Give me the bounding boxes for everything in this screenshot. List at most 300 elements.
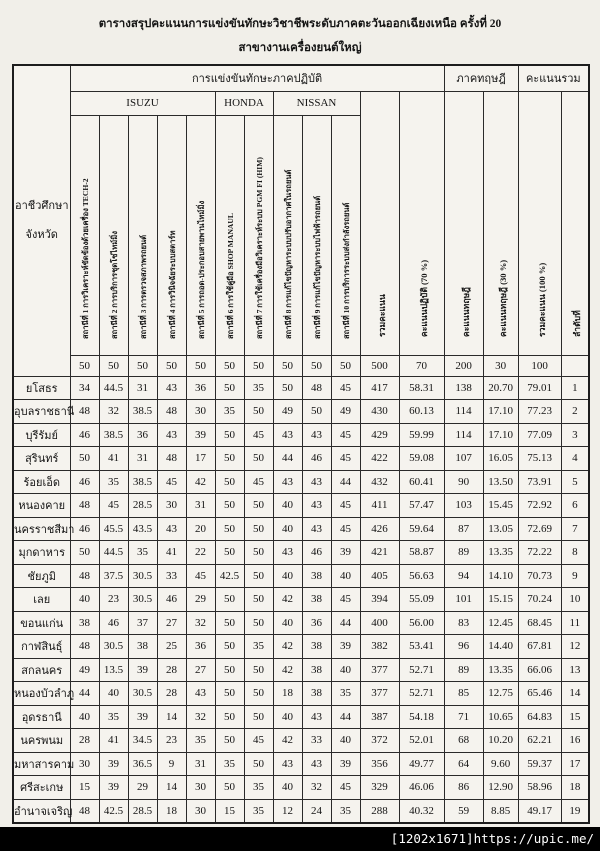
practical-group-header: การแข่งขันทักษะภาคปฏิบัติ <box>70 65 444 91</box>
max-score-cell: 50 <box>244 355 273 376</box>
station-score-cell: 22 <box>186 541 215 565</box>
station-score-cell: 42 <box>273 588 302 612</box>
practical-70pct-cell: 54.18 <box>399 705 444 729</box>
station-score-cell: 39 <box>186 423 215 447</box>
practical-total-cell: 411 <box>360 494 399 518</box>
station-score-cell: 31 <box>186 494 215 518</box>
station-score-cell: 35 <box>215 400 244 424</box>
theory-score-cell: 107 <box>444 447 483 471</box>
rank-cell: 10 <box>561 588 589 612</box>
station-score-cell: 39 <box>128 658 157 682</box>
station-score-cell: 42 <box>273 635 302 659</box>
station-score-cell: 50 <box>215 447 244 471</box>
theory-score-cell: 90 <box>444 470 483 494</box>
theory-30pct-cell: 16.05 <box>483 447 518 471</box>
station-score-cell: 46 <box>70 517 99 541</box>
station-score-cell: 49 <box>70 658 99 682</box>
station-score-cell: 43 <box>273 423 302 447</box>
station-score-cell: 30 <box>70 752 99 776</box>
practical-70pct-cell: 56.00 <box>399 611 444 635</box>
station-score-cell: 40 <box>273 564 302 588</box>
station-score-cell: 38 <box>128 635 157 659</box>
header-row-groups <box>13 65 589 91</box>
table-row <box>13 705 589 729</box>
theory-30pct-cell: 20.70 <box>483 376 518 400</box>
practical-70pct-cell: 40.32 <box>399 799 444 823</box>
theory-score-label: คะแนนทฤษฎี <box>460 286 471 337</box>
station-score-cell: 30 <box>186 776 215 800</box>
table-row <box>13 447 589 471</box>
station-score-cell: 28.5 <box>128 799 157 823</box>
station-score-cell: 23 <box>99 588 128 612</box>
station-score-cell: 45 <box>186 564 215 588</box>
station-score-cell: 15 <box>70 776 99 800</box>
rank-cell: 18 <box>561 776 589 800</box>
theory-30pct-cell: 12.45 <box>483 611 518 635</box>
station-score-cell: 50 <box>70 447 99 471</box>
watermark-bar <box>0 827 600 851</box>
table-row <box>13 494 589 518</box>
station-score-cell: 43 <box>302 705 331 729</box>
station-score-cell: 35 <box>215 752 244 776</box>
station-1-header: สถานีที่ 1 การวิเคราะห์ขัดข้องด้วยเครื่อง TECH-2 <box>70 115 99 355</box>
grand-total-cell: 79.01 <box>518 376 561 400</box>
station-score-cell: 48 <box>157 447 186 471</box>
theory-score-cell: 87 <box>444 517 483 541</box>
station-score-cell: 38.5 <box>128 400 157 424</box>
station-score-cell: 50 <box>244 564 273 588</box>
province-cell: ศรีสะเกษ <box>13 776 70 800</box>
theory-30pct-cell: 8.85 <box>483 799 518 823</box>
station-score-cell: 9 <box>157 752 186 776</box>
station-6-header: สถานีที่ 6 การใช้คู่มือ SHOP MANAUL <box>215 115 244 355</box>
practical-70pct-cell: 49.77 <box>399 752 444 776</box>
station-score-cell: 37.5 <box>99 564 128 588</box>
station-score-cell: 45 <box>99 494 128 518</box>
station-score-cell: 28 <box>70 729 99 753</box>
station-score-cell: 35 <box>244 376 273 400</box>
station-score-cell: 50 <box>215 423 244 447</box>
score-table <box>12 64 590 824</box>
station-score-cell: 29 <box>186 588 215 612</box>
station-score-cell: 42 <box>186 470 215 494</box>
station-score-cell: 44 <box>331 611 360 635</box>
theory-score-cell: 114 <box>444 423 483 447</box>
province-cell: ร้อยเอ็ด <box>13 470 70 494</box>
station-score-cell: 38 <box>302 635 331 659</box>
station-score-cell: 24 <box>302 799 331 823</box>
station-score-cell: 45.5 <box>99 517 128 541</box>
station-score-cell: 45 <box>157 470 186 494</box>
theory-score-cell: 96 <box>444 635 483 659</box>
station-score-cell: 35 <box>244 635 273 659</box>
max-score-cell: 50 <box>331 355 360 376</box>
theory-30pct-label: คะแนนทฤษฎี (30 %) <box>497 259 508 337</box>
max-score-cell: 500 <box>360 355 399 376</box>
practical-70pct-cell: 58.87 <box>399 541 444 565</box>
station-score-cell: 44 <box>70 682 99 706</box>
province-cell: หนองคาย <box>13 494 70 518</box>
station-score-cell: 50 <box>215 611 244 635</box>
province-cell: ยโสธร <box>13 376 70 400</box>
practical-total-cell: 422 <box>360 447 399 471</box>
province-column-header <box>13 65 70 376</box>
practical-70pct-cell: 52.71 <box>399 682 444 706</box>
province-cell: ชัยภูมิ <box>13 564 70 588</box>
grand-total-cell: 72.92 <box>518 494 561 518</box>
table-row <box>13 658 589 682</box>
table-row <box>13 729 589 753</box>
station-score-cell: 39 <box>331 635 360 659</box>
station-score-cell: 17 <box>186 447 215 471</box>
station-score-cell: 39 <box>331 541 360 565</box>
rank-cell: 8 <box>561 541 589 565</box>
station-score-cell: 35 <box>128 541 157 565</box>
station-score-cell: 36.5 <box>128 752 157 776</box>
station-7-header: สถานีที่ 7 การใช้เครื่องมือวิเคราะห์ระบบ PGM FI (HIM) <box>244 115 273 355</box>
station-score-cell: 35 <box>244 799 273 823</box>
station-score-cell: 48 <box>157 400 186 424</box>
station-score-cell: 32 <box>186 611 215 635</box>
max-score-cell: 50 <box>99 355 128 376</box>
grand-total-cell: 66.06 <box>518 658 561 682</box>
station-score-cell: 50 <box>215 470 244 494</box>
grand-total-cell: 62.21 <box>518 729 561 753</box>
station-8-header: สถานีที่ 8 การแก้ไขปัญหาระบบปรับอากาศในรถยนต์ <box>273 115 302 355</box>
practical-total-cell: 356 <box>360 752 399 776</box>
station-score-cell: 46 <box>302 447 331 471</box>
station-score-cell: 38 <box>302 588 331 612</box>
practical-total-cell: 382 <box>360 635 399 659</box>
station-score-cell: 13.5 <box>99 658 128 682</box>
max-score-cell: 30 <box>483 355 518 376</box>
station-score-cell: 32 <box>186 705 215 729</box>
station-score-cell: 48 <box>70 635 99 659</box>
station-score-cell: 46 <box>302 541 331 565</box>
station-score-cell: 31 <box>128 376 157 400</box>
station-score-cell: 35 <box>331 682 360 706</box>
station-score-cell: 43 <box>273 752 302 776</box>
province-cell: มุกดาหาร <box>13 541 70 565</box>
grand-total-cell: 68.45 <box>518 611 561 635</box>
station-4-header: สถานีที่ 4 การวินิจฉัยระบบสตาร์ท <box>157 115 186 355</box>
practical-70pct-cell: 59.08 <box>399 447 444 471</box>
theory-30pct-cell: 10.20 <box>483 729 518 753</box>
rank-cell: 3 <box>561 423 589 447</box>
station-score-cell: 45 <box>331 447 360 471</box>
grand-total-cell: 59.37 <box>518 752 561 776</box>
station-score-cell: 50 <box>244 658 273 682</box>
practical-70pct-cell: 58.31 <box>399 376 444 400</box>
province-cell: มหาสารคาม <box>13 752 70 776</box>
table-row <box>13 564 589 588</box>
theory-score-cell: 101 <box>444 588 483 612</box>
station-score-cell: 36 <box>186 635 215 659</box>
station-score-cell: 49 <box>331 400 360 424</box>
station-score-cell: 49 <box>273 400 302 424</box>
station-score-cell: 44 <box>331 470 360 494</box>
rank-cell: 6 <box>561 494 589 518</box>
table-row <box>13 470 589 494</box>
station-score-cell: 50 <box>215 541 244 565</box>
station-score-cell: 50 <box>244 588 273 612</box>
station-score-cell: 50 <box>215 494 244 518</box>
station-score-cell: 42.5 <box>215 564 244 588</box>
rank-cell: 5 <box>561 470 589 494</box>
grand-total-cell: 49.17 <box>518 799 561 823</box>
station-score-cell: 29 <box>128 776 157 800</box>
rank-cell: 17 <box>561 752 589 776</box>
grand-total-cell: 73.91 <box>518 470 561 494</box>
province-cell: อำนาจเจริญ <box>13 799 70 823</box>
station-score-cell: 50 <box>215 729 244 753</box>
station-score-cell: 35 <box>186 729 215 753</box>
grand-total-cell: 65.46 <box>518 682 561 706</box>
station-score-cell: 43 <box>273 470 302 494</box>
station-score-cell: 35 <box>99 705 128 729</box>
station-score-cell: 37 <box>128 611 157 635</box>
practical-total-cell: 417 <box>360 376 399 400</box>
station-score-cell: 50 <box>215 682 244 706</box>
station-score-cell: 45 <box>331 423 360 447</box>
theory-score-cell: 86 <box>444 776 483 800</box>
province-cell: สกลนคร <box>13 658 70 682</box>
theory-30pct-cell: 14.40 <box>483 635 518 659</box>
theory-30pct-cell: 12.90 <box>483 776 518 800</box>
max-score-cell: 200 <box>444 355 483 376</box>
station-score-cell: 30 <box>186 400 215 424</box>
rank-cell: 1 <box>561 376 589 400</box>
practical-total-cell: 421 <box>360 541 399 565</box>
rank-cell: 19 <box>561 799 589 823</box>
station-score-cell: 31 <box>128 447 157 471</box>
max-score-cell: 70 <box>399 355 444 376</box>
station-score-cell: 14 <box>157 705 186 729</box>
practical-total-cell: 377 <box>360 658 399 682</box>
station-score-cell: 50 <box>244 400 273 424</box>
station-score-cell: 50 <box>70 541 99 565</box>
station-score-cell: 43 <box>302 494 331 518</box>
table-row <box>13 752 589 776</box>
station-score-cell: 25 <box>157 635 186 659</box>
station-score-cell: 33 <box>157 564 186 588</box>
practical-total-cell: 429 <box>360 423 399 447</box>
station-score-cell: 45 <box>331 494 360 518</box>
station-score-cell: 36 <box>186 376 215 400</box>
station-score-cell: 30.5 <box>128 564 157 588</box>
station-score-cell: 43 <box>273 541 302 565</box>
practical-70pct-cell: 55.09 <box>399 588 444 612</box>
station-score-cell: 39 <box>99 752 128 776</box>
station-score-cell: 48 <box>70 400 99 424</box>
station-score-cell: 27 <box>157 611 186 635</box>
rank-cell: 7 <box>561 517 589 541</box>
rank-cell: 16 <box>561 729 589 753</box>
rank-cell: 4 <box>561 447 589 471</box>
practical-total-cell: 400 <box>360 611 399 635</box>
grand-total-cell: 67.81 <box>518 635 561 659</box>
station-score-cell: 42 <box>273 729 302 753</box>
rank-cell: 11 <box>561 611 589 635</box>
station-score-cell: 45 <box>331 776 360 800</box>
province-cell: สุรินทร์ <box>13 447 70 471</box>
theory-score-cell: 138 <box>444 376 483 400</box>
station-score-cell: 12 <box>273 799 302 823</box>
station-score-cell: 18 <box>273 682 302 706</box>
practical-total-cell: 377 <box>360 682 399 706</box>
station-score-cell: 36 <box>302 611 331 635</box>
table-row <box>13 423 589 447</box>
station-score-cell: 40 <box>273 705 302 729</box>
practical-total-cell: 426 <box>360 517 399 541</box>
max-score-cell: 50 <box>302 355 331 376</box>
station-score-cell: 50 <box>302 400 331 424</box>
station-score-cell: 41 <box>99 447 128 471</box>
province-cell: อุบลราชธานี <box>13 400 70 424</box>
table-row <box>13 799 589 823</box>
theory-score-cell: 94 <box>444 564 483 588</box>
table-row <box>13 588 589 612</box>
grand-total-column-header <box>518 91 561 355</box>
table-row <box>13 517 589 541</box>
theory-score-column-header <box>444 91 483 355</box>
station-score-cell: 50 <box>273 376 302 400</box>
practical-total-cell: 405 <box>360 564 399 588</box>
station-score-cell: 38 <box>302 658 331 682</box>
theory-30pct-cell: 13.50 <box>483 470 518 494</box>
province-header-line1: อาชีวศึกษา <box>15 200 69 213</box>
practical-total-cell: 430 <box>360 400 399 424</box>
station-score-cell: 50 <box>244 517 273 541</box>
station-2-header: สถานีที่ 2 การบริการชุดโซ่ไทม์มิ่ง <box>99 115 128 355</box>
province-cell: เลย <box>13 588 70 612</box>
station-score-cell: 40 <box>331 729 360 753</box>
practical-70pct-cell: 57.47 <box>399 494 444 518</box>
grand-total-cell: 58.96 <box>518 776 561 800</box>
grand-total-cell: 72.69 <box>518 517 561 541</box>
practical-70pct-cell: 59.64 <box>399 517 444 541</box>
max-score-cell: 50 <box>128 355 157 376</box>
theory-score-cell: 103 <box>444 494 483 518</box>
station-score-cell: 38.5 <box>99 423 128 447</box>
theory-30pct-cell: 15.15 <box>483 588 518 612</box>
station-score-cell: 48 <box>302 376 331 400</box>
station-score-cell: 38.5 <box>128 470 157 494</box>
station-score-cell: 45 <box>331 376 360 400</box>
grand-total-cell: 70.24 <box>518 588 561 612</box>
grand-total-cell: 70.73 <box>518 564 561 588</box>
grand-total-cell: 77.09 <box>518 423 561 447</box>
station-score-cell: 48 <box>70 494 99 518</box>
rank-cell: 14 <box>561 682 589 706</box>
station-score-cell: 50 <box>244 541 273 565</box>
practical-70pct-cell: 52.71 <box>399 658 444 682</box>
practical-70pct-cell: 46.06 <box>399 776 444 800</box>
station-3-header: สถานีที่ 3 การตรวจสภาพรถยนต์ <box>128 115 157 355</box>
table-row <box>13 635 589 659</box>
theory-30pct-cell: 17.10 <box>483 400 518 424</box>
station-score-cell: 50 <box>215 588 244 612</box>
theory-30pct-cell: 15.45 <box>483 494 518 518</box>
brand-nissan-header: NISSAN <box>273 91 360 115</box>
station-score-cell: 42 <box>273 658 302 682</box>
station-score-cell: 40 <box>273 776 302 800</box>
station-score-cell: 14 <box>157 776 186 800</box>
station-score-cell: 32 <box>302 776 331 800</box>
province-cell: นครพนม <box>13 729 70 753</box>
practical-total-column-header <box>360 91 399 355</box>
theory-30pct-column-header <box>483 91 518 355</box>
rank-cell: 12 <box>561 635 589 659</box>
station-score-cell: 50 <box>215 705 244 729</box>
brand-isuzu-header: ISUZU <box>70 91 215 115</box>
practical-total-cell: 288 <box>360 799 399 823</box>
table-row <box>13 541 589 565</box>
max-score-cell: 50 <box>70 355 99 376</box>
station-score-cell: 50 <box>215 776 244 800</box>
theory-group-header: ภาคทฤษฎี <box>444 65 518 91</box>
station-score-cell: 32 <box>99 400 128 424</box>
station-score-cell: 43 <box>302 423 331 447</box>
table-row <box>13 682 589 706</box>
station-score-cell: 50 <box>244 611 273 635</box>
practical-total-cell: 329 <box>360 776 399 800</box>
station-score-cell: 43 <box>157 423 186 447</box>
theory-30pct-cell: 10.65 <box>483 705 518 729</box>
document-title <box>0 12 600 60</box>
station-score-cell: 41 <box>99 729 128 753</box>
grand-total-cell: 75.13 <box>518 447 561 471</box>
station-score-cell: 40 <box>273 611 302 635</box>
practical-70pct-cell: 60.13 <box>399 400 444 424</box>
station-score-cell: 44 <box>273 447 302 471</box>
station-score-cell: 45 <box>331 517 360 541</box>
practical-total-label: รวมคะแนน <box>376 293 387 337</box>
title-line-1: ตารางสรุปคะแนนการแข่งขันทักษะวิชาชีพระดับภาคตะวันออกเฉียงเหนือ ครั้งที่ 20 <box>98 18 502 30</box>
station-score-cell: 48 <box>70 799 99 823</box>
province-cell: หนองบัวลำภู <box>13 682 70 706</box>
station-score-cell: 28.5 <box>128 494 157 518</box>
station-score-cell: 38 <box>70 611 99 635</box>
station-score-cell: 43 <box>302 752 331 776</box>
practical-70pct-cell: 56.63 <box>399 564 444 588</box>
theory-score-cell: 83 <box>444 611 483 635</box>
station-score-cell: 44.5 <box>99 541 128 565</box>
station-score-cell: 50 <box>215 635 244 659</box>
station-score-cell: 43 <box>157 517 186 541</box>
total-group-header: คะแนนรวม <box>518 65 589 91</box>
station-score-cell: 50 <box>244 682 273 706</box>
station-score-cell: 38 <box>302 564 331 588</box>
station-score-cell: 46 <box>99 611 128 635</box>
station-score-cell: 43 <box>186 682 215 706</box>
theory-30pct-cell: 17.10 <box>483 423 518 447</box>
station-score-cell: 45 <box>244 729 273 753</box>
practical-70pct-cell: 59.99 <box>399 423 444 447</box>
station-score-cell: 40 <box>331 658 360 682</box>
header-row-max-scores <box>13 355 589 376</box>
station-score-cell: 48 <box>70 564 99 588</box>
max-score-cell: 100 <box>518 355 561 376</box>
rank-cell: 2 <box>561 400 589 424</box>
rank-column-header <box>561 91 589 355</box>
theory-score-cell: 89 <box>444 658 483 682</box>
max-score-cell: 50 <box>273 355 302 376</box>
province-header-line2: จังหวัด <box>25 228 58 241</box>
province-cell: บุรีรัมย์ <box>13 423 70 447</box>
station-score-cell: 45 <box>244 423 273 447</box>
grand-total-cell: 72.22 <box>518 541 561 565</box>
